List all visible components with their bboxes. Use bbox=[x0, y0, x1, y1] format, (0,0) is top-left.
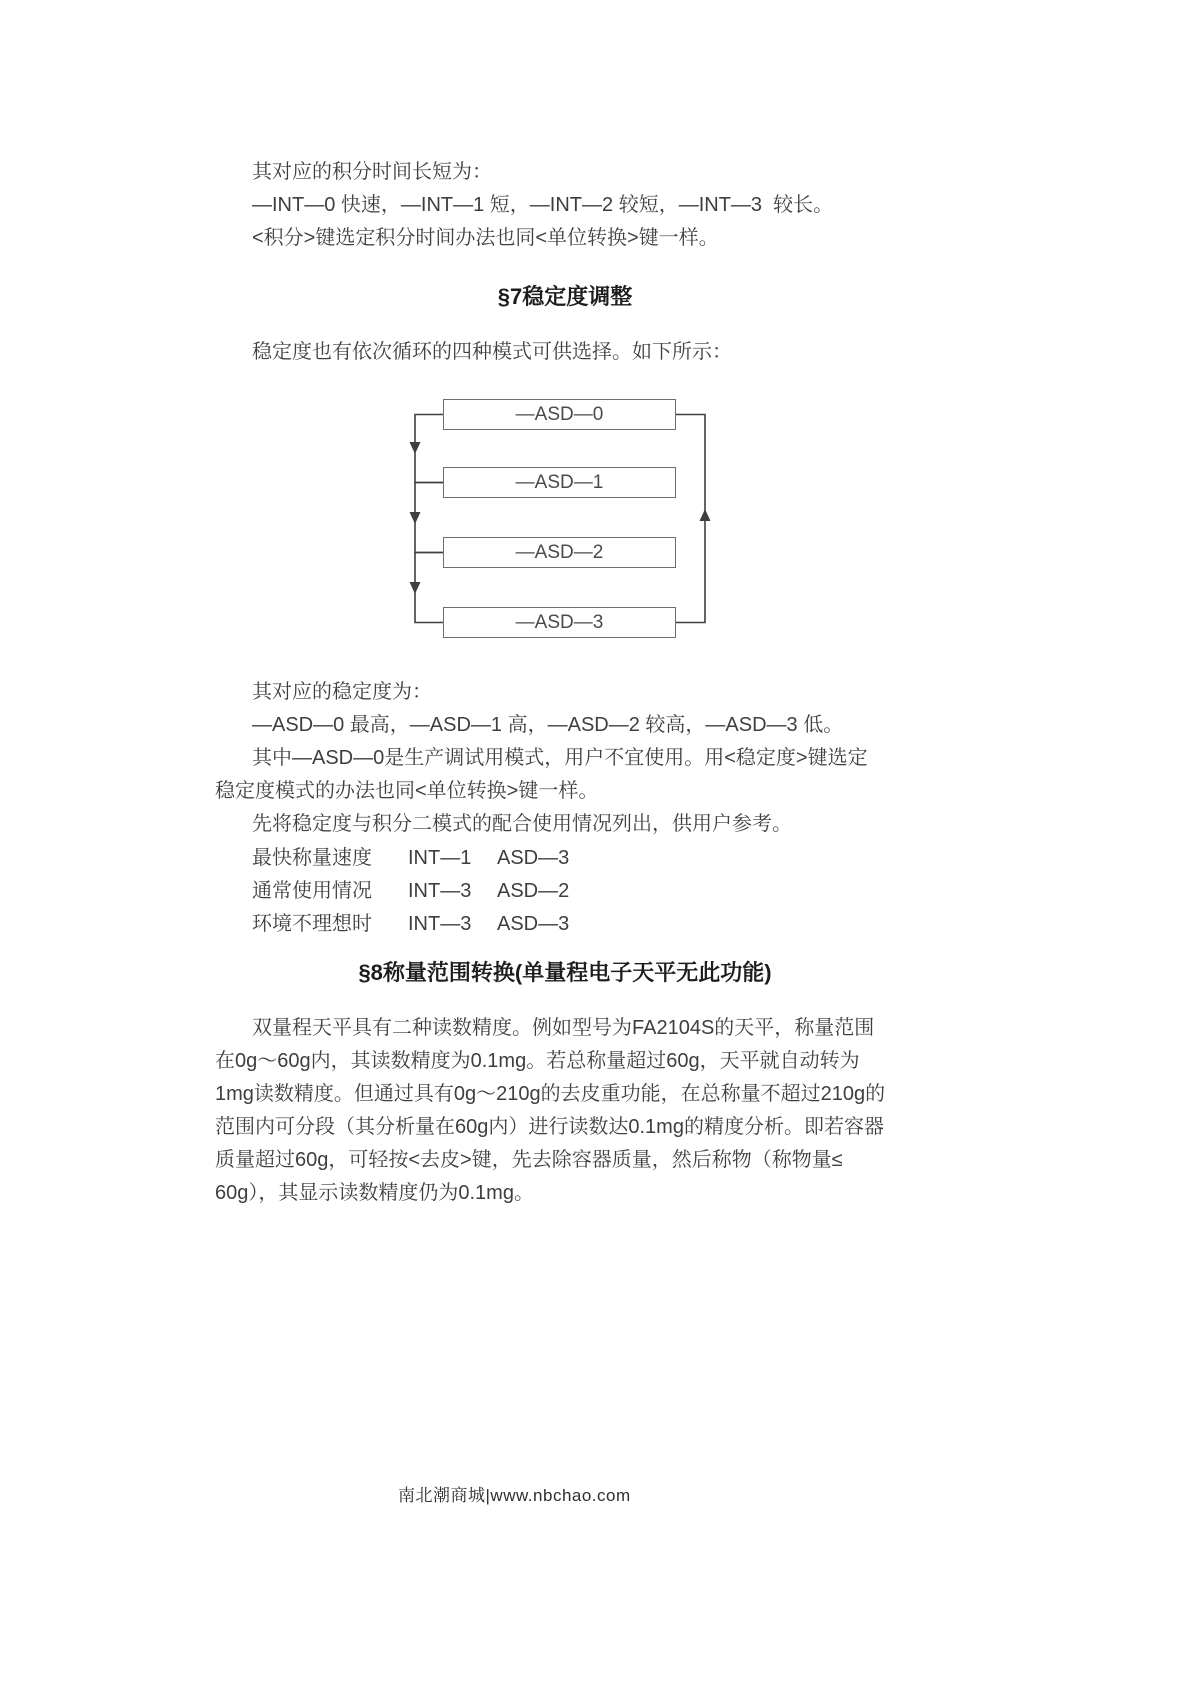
table-row bbox=[215, 842, 925, 875]
text-line: 其对应的稳定度为： bbox=[252, 681, 432, 703]
section7-lead bbox=[215, 336, 925, 369]
diagram-node-asd2: —ASD—2 bbox=[443, 537, 676, 568]
asd-mode-value: ASD—3 bbox=[497, 913, 570, 935]
arrow-up-icon bbox=[700, 509, 711, 521]
text-line: 稳定度也有依次循环的四种模式可供选择。如下所示： bbox=[252, 341, 732, 363]
text-line: 1mg读数精度。但通过具有0g～210g的去皮重功能，在总称量不超过210g的 bbox=[215, 1083, 886, 1105]
row-label: 环境不理想时 bbox=[252, 913, 372, 935]
arrow-down-icon bbox=[410, 512, 421, 524]
int-mode-value: INT—1 bbox=[408, 847, 472, 869]
text-line: —ASD—0 最高，—ASD—1 高，—ASD—2 较高，—ASD—3 低。 bbox=[252, 714, 844, 736]
diagram-node-asd3: —ASD—3 bbox=[443, 607, 676, 638]
arrow-down-icon bbox=[410, 442, 421, 454]
section7-body bbox=[215, 676, 925, 841]
int-mode-value: INT—3 bbox=[408, 880, 472, 902]
text-line: —INT—0 快速，—INT—1 短，—INT—2 较短，—INT—3 较长。 bbox=[252, 194, 834, 216]
table-row bbox=[215, 908, 925, 941]
text-line: 稳定度模式的办法也同<单位转换>键一样。 bbox=[215, 780, 599, 802]
text-line: <积分>键选定积分时间办法也同<单位转换>键一样。 bbox=[252, 227, 719, 249]
text-line: 质量超过60g，可轻按<去皮>键，先去除容器质量，然后称物（称物量≤ bbox=[215, 1149, 843, 1171]
asd-cycle-diagram bbox=[398, 392, 728, 647]
text-line: 范围内可分段（其分析量在60g内）进行读数达0.1mg的精度分析。即若容器 bbox=[215, 1116, 884, 1138]
text-line: 双量程天平具有二种读数精度。例如型号为FA2104S的天平，称量范围 bbox=[252, 1017, 875, 1039]
diagram-node-asd1: —ASD—1 bbox=[443, 467, 676, 498]
section7-heading: §7稳定度调整 bbox=[497, 284, 633, 309]
arrow-down-icon bbox=[410, 582, 421, 594]
table-row bbox=[215, 875, 925, 908]
section8-heading: §8称量范围转换(单量程电子天平无此功能) bbox=[358, 960, 772, 985]
text-line: 60g），其显示读数精度仍为0.1mg。 bbox=[215, 1182, 534, 1204]
footer-watermark: 南北潮商城|www.nbchao.com bbox=[398, 1486, 631, 1505]
asd-mode-value: ASD—2 bbox=[497, 880, 570, 902]
text-line: 在0g～60g内，其读数精度为0.1mg。若总称量超过60g，天平就自动转为 bbox=[215, 1050, 860, 1072]
section8-body bbox=[215, 1012, 925, 1210]
row-label: 通常使用情况 bbox=[252, 880, 372, 902]
row-label: 最快称量速度 bbox=[252, 847, 372, 869]
text-line: 先将稳定度与积分二模式的配合使用情况列出，供用户参考。 bbox=[252, 813, 792, 835]
text-line: 其中—ASD—0是生产调试用模式，用户不宜使用。用<稳定度>键选定 bbox=[252, 747, 868, 769]
int-mode-value: INT—3 bbox=[408, 913, 472, 935]
mode-combination-table bbox=[215, 842, 925, 941]
intro-paragraph bbox=[215, 156, 925, 255]
asd-mode-value: ASD—3 bbox=[497, 847, 570, 869]
text-line: 其对应的积分时间长短为： bbox=[252, 161, 492, 183]
diagram-node-asd0: —ASD—0 bbox=[443, 399, 676, 430]
